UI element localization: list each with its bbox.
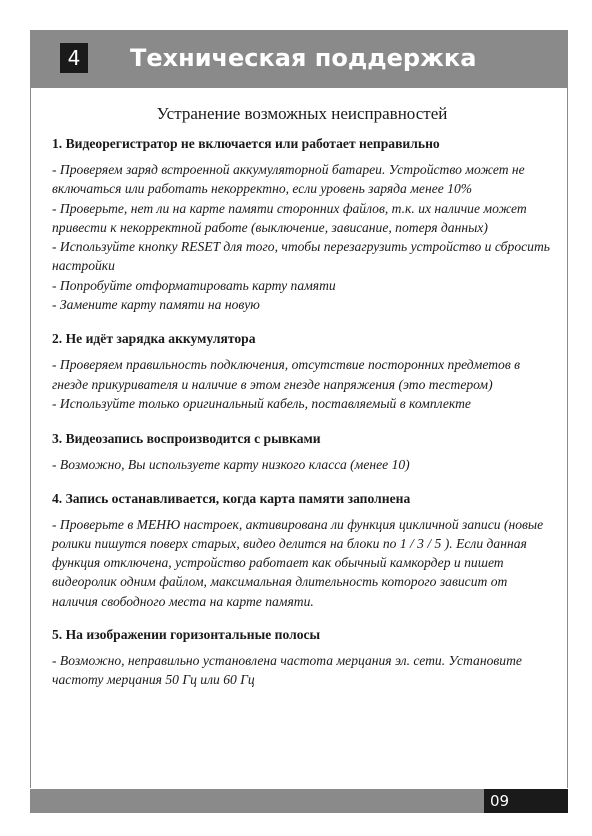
section-body xyxy=(52,160,552,314)
section-heading: 3. Видеозапись воспроизводится с рывками xyxy=(52,431,321,447)
list-item: - Используйте кнопку RESET для того, чтобы перезагрузить устройство и сбросить настройки xyxy=(52,239,550,274)
section-4 xyxy=(52,491,552,611)
section-5 xyxy=(52,627,552,690)
section-heading: 4. Запись останавливается, когда карта памяти заполнена xyxy=(52,490,411,506)
list-item: - Проверяем правильность подключения, отсутствие посторонних предметов в гнезде прикуривателя и наличие в этом гнезде напряжения (это тестером) xyxy=(52,357,521,392)
section-body xyxy=(52,651,552,690)
section-heading: 2. Не идёт зарядка аккумулятора xyxy=(52,331,256,347)
page-content xyxy=(52,104,552,690)
page-border-right xyxy=(567,30,568,788)
page-subtitle: Устранение возможных неисправностей xyxy=(156,104,448,123)
page-border-left xyxy=(30,88,31,788)
section-body xyxy=(52,515,552,611)
list-item: - Проверяем заряд встроенной аккумуляторной батареи. Устройство может не включаться или работать некорректно, если уровень заряда менее 10% xyxy=(52,162,525,197)
list-item: - Возможно, Вы используете карту низкого класса (менее 10) xyxy=(52,457,410,473)
page-number: 09 xyxy=(484,789,568,813)
chapter-title: Техническая поддержка xyxy=(130,44,477,72)
section-2 xyxy=(52,331,552,413)
section-heading: 1. Видеорегистратор не включается или работает неправильно xyxy=(52,136,440,151)
list-item: - Возможно, неправильно установлена частота мерцания эл. сети. Установите частоту мерцания 50 Гц или 60 Гц xyxy=(52,653,522,688)
page-footer-bar xyxy=(30,789,484,813)
list-item: - Проверьте, нет ли на карте памяти сторонних файлов, т.к. их наличие может привести к некорректной работе (выключение, зависание, потеря данных) xyxy=(52,200,527,235)
chapter-number-badge: 4 xyxy=(60,43,88,73)
section-heading: 5. На изображении горизонтальные полосы xyxy=(52,627,321,643)
list-item: - Замените карту памяти на новую xyxy=(52,297,260,313)
section-3 xyxy=(52,431,552,474)
list-item: - Проверьте в МЕНЮ настроек, активирована ли функция цикличной записи (новые ролики пишутся поверх старых, видео делится на блоки по 1 / 3 / 5 ). Если данная функция отключена, устройство работает как обычный камкордер и пишет видеоролик одним файлом, максимальная длительность которого зависит от наличия свободного места на карте памяти. xyxy=(52,516,544,609)
section-body xyxy=(52,455,552,474)
section-1 xyxy=(52,136,552,314)
chapter-header xyxy=(30,30,568,88)
list-item: - Попробуйте отформатировать карту памяти xyxy=(52,277,336,293)
list-item: - Используйте только оригинальный кабель, поставляемый в комплекте xyxy=(52,395,471,411)
section-body xyxy=(52,355,552,413)
